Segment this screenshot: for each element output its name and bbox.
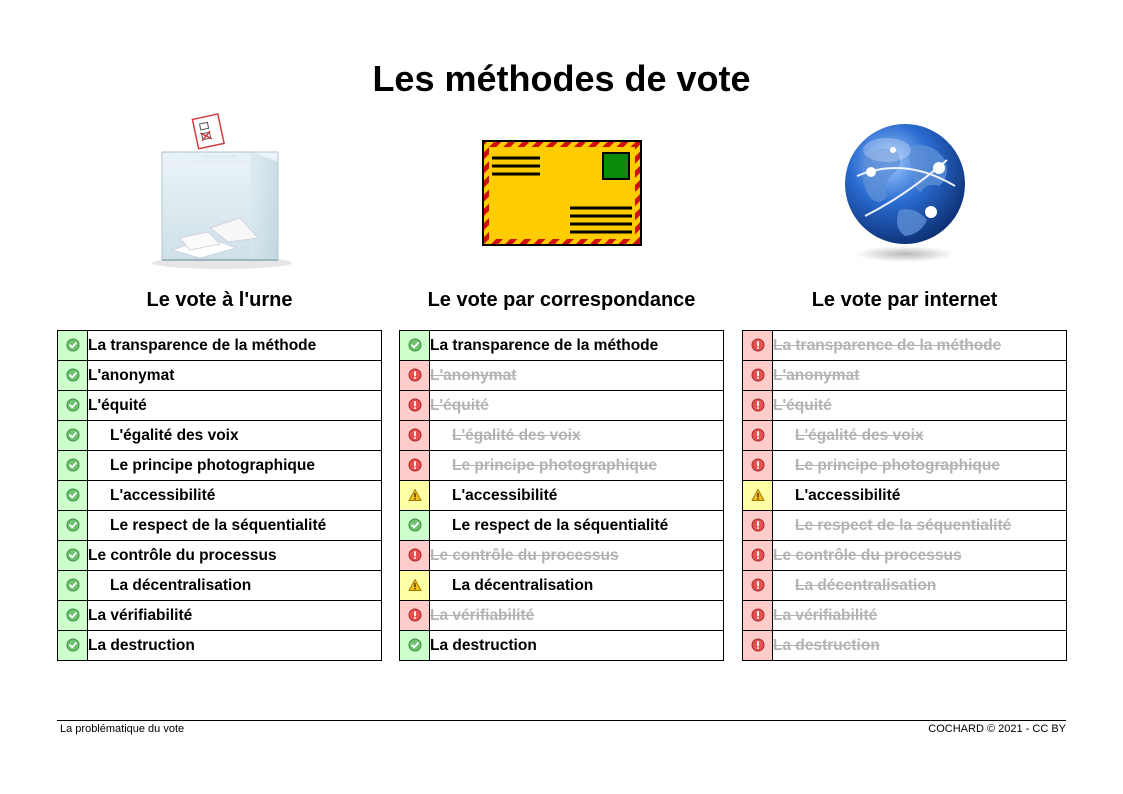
criterion-label: L'égalité des voix: [430, 421, 724, 451]
table-row: [743, 601, 1067, 631]
status-cell: [58, 571, 88, 601]
check-circle-icon: [66, 578, 80, 592]
status-cell: [743, 481, 773, 511]
table-row: [58, 571, 382, 601]
warning-triangle-icon: [408, 488, 422, 502]
status-cell: [743, 331, 773, 361]
warning-triangle-icon: [408, 578, 422, 592]
check-circle-icon: [66, 608, 80, 622]
check-circle-icon: [408, 518, 422, 532]
exclamation-circle-icon: [408, 428, 422, 442]
status-cell: [743, 571, 773, 601]
criterion-label: La vérifiabilité: [773, 601, 1067, 631]
status-cell: [400, 511, 430, 541]
status-cell: [743, 361, 773, 391]
status-cell: [400, 391, 430, 421]
table-row: [58, 331, 382, 361]
check-circle-icon: [66, 428, 80, 442]
table-row: [400, 601, 724, 631]
envelope-illustration: [399, 110, 724, 275]
ballot-box-illustration: [57, 110, 382, 275]
table-row: [58, 361, 382, 391]
criterion-label: La destruction: [773, 631, 1067, 661]
column-heading: Le vote à l'urne: [146, 289, 293, 311]
status-cell: [743, 451, 773, 481]
status-cell: [58, 481, 88, 511]
exclamation-circle-icon: [751, 608, 765, 622]
criterion-label: Le principe photographique: [773, 451, 1067, 481]
exclamation-circle-icon: [408, 458, 422, 472]
criterion-label: L'accessibilité: [430, 481, 724, 511]
criterion-label: L'accessibilité: [88, 481, 382, 511]
status-cell: [58, 601, 88, 631]
table-row: [400, 481, 724, 511]
check-circle-icon: [408, 638, 422, 652]
status-cell: [400, 331, 430, 361]
criterion-label: L'anonymat: [430, 361, 724, 391]
criteria-table: [399, 330, 724, 661]
status-cell: [743, 421, 773, 451]
globe-illustration: [742, 110, 1067, 275]
status-cell: [58, 331, 88, 361]
table-row: [743, 631, 1067, 661]
exclamation-circle-icon: [751, 548, 765, 562]
status-cell: [743, 541, 773, 571]
globe-icon: [835, 116, 975, 266]
table-row: [743, 361, 1067, 391]
status-cell: [400, 601, 430, 631]
exclamation-circle-icon: [751, 638, 765, 652]
exclamation-circle-icon: [751, 398, 765, 412]
check-circle-icon: [66, 338, 80, 352]
status-cell: [743, 511, 773, 541]
criterion-label: L'équité: [773, 391, 1067, 421]
status-cell: [58, 391, 88, 421]
criterion-label: Le contrôle du processus: [88, 541, 382, 571]
criterion-label: Le principe photographique: [430, 451, 724, 481]
check-circle-icon: [66, 518, 80, 532]
exclamation-circle-icon: [751, 458, 765, 472]
ballot-box-icon: [140, 110, 300, 270]
footer-left: La problématique du vote: [60, 723, 185, 735]
criterion-label: La transparence de la méthode: [430, 331, 724, 361]
exclamation-circle-icon: [751, 518, 765, 532]
status-cell: [400, 481, 430, 511]
check-circle-icon: [66, 548, 80, 562]
status-cell: [400, 361, 430, 391]
page-title: Les méthodes de vote: [372, 58, 751, 99]
criterion-label: L'équité: [88, 391, 382, 421]
criterion-label: L'égalité des voix: [773, 421, 1067, 451]
table-row: [400, 541, 724, 571]
table-row: [743, 541, 1067, 571]
criterion-label: Le principe photographique: [88, 451, 382, 481]
status-cell: [743, 631, 773, 661]
table-row: [400, 451, 724, 481]
criterion-label: L'anonymat: [88, 361, 382, 391]
criterion-label: La vérifiabilité: [88, 601, 382, 631]
criterion-label: La décentralisation: [773, 571, 1067, 601]
table-row: [58, 511, 382, 541]
status-cell: [58, 361, 88, 391]
criterion-label: L'accessibilité: [773, 481, 1067, 511]
check-circle-icon: [408, 338, 422, 352]
exclamation-circle-icon: [408, 398, 422, 412]
criterion-label: Le contrôle du processus: [430, 541, 724, 571]
table-row: [743, 421, 1067, 451]
table-row: [58, 601, 382, 631]
table-row: [400, 421, 724, 451]
criterion-label: L'égalité des voix: [88, 421, 382, 451]
table-row: [743, 451, 1067, 481]
status-cell: [400, 451, 430, 481]
criterion-label: La transparence de la méthode: [88, 331, 382, 361]
column-internet: [742, 110, 1067, 661]
exclamation-circle-icon: [751, 428, 765, 442]
status-cell: [58, 541, 88, 571]
check-circle-icon: [66, 368, 80, 382]
criterion-label: La destruction: [430, 631, 724, 661]
check-circle-icon: [66, 488, 80, 502]
envelope-icon: [482, 140, 642, 280]
status-cell: [400, 541, 430, 571]
exclamation-circle-icon: [408, 548, 422, 562]
exclamation-circle-icon: [408, 608, 422, 622]
status-cell: [743, 601, 773, 631]
table-row: [400, 571, 724, 601]
table-row: [743, 391, 1067, 421]
status-cell: [58, 451, 88, 481]
table-row: [58, 421, 382, 451]
criterion-label: La décentralisation: [88, 571, 382, 601]
table-row: [400, 361, 724, 391]
footer-right: COCHARD © 2021 - CC BY: [928, 723, 1066, 735]
check-circle-icon: [66, 398, 80, 412]
table-row: [400, 331, 724, 361]
criteria-table: [742, 330, 1067, 661]
criteria-table: [57, 330, 382, 661]
table-row: [400, 511, 724, 541]
criterion-label: Le respect de la séquentialité: [430, 511, 724, 541]
column-correspondance: [399, 110, 724, 661]
table-row: [743, 511, 1067, 541]
status-cell: [400, 421, 430, 451]
footer-divider: [57, 720, 1066, 721]
table-row: [743, 571, 1067, 601]
table-row: [58, 391, 382, 421]
column-heading: Le vote par correspondance: [427, 289, 696, 311]
table-row: [400, 391, 724, 421]
criterion-label: L'anonymat: [773, 361, 1067, 391]
table-row: [58, 451, 382, 481]
check-circle-icon: [66, 638, 80, 652]
warning-triangle-icon: [751, 488, 765, 502]
criterion-label: La destruction: [88, 631, 382, 661]
exclamation-circle-icon: [751, 578, 765, 592]
table-row: [58, 631, 382, 661]
exclamation-circle-icon: [408, 368, 422, 382]
status-cell: [58, 631, 88, 661]
status-cell: [58, 421, 88, 451]
column-heading: Le vote par internet: [811, 289, 998, 311]
status-cell: [400, 571, 430, 601]
table-row: [58, 541, 382, 571]
criterion-label: Le contrôle du processus: [773, 541, 1067, 571]
check-circle-icon: [66, 458, 80, 472]
table-row: [400, 631, 724, 661]
table-row: [743, 331, 1067, 361]
table-row: [58, 481, 382, 511]
status-cell: [400, 631, 430, 661]
criterion-label: La transparence de la méthode: [773, 331, 1067, 361]
criterion-label: Le respect de la séquentialité: [88, 511, 382, 541]
column-urne: [57, 110, 382, 661]
criterion-label: La vérifiabilité: [430, 601, 724, 631]
status-cell: [743, 391, 773, 421]
exclamation-circle-icon: [751, 338, 765, 352]
table-row: [743, 481, 1067, 511]
criterion-label: L'équité: [430, 391, 724, 421]
criterion-label: Le respect de la séquentialité: [773, 511, 1067, 541]
status-cell: [58, 511, 88, 541]
exclamation-circle-icon: [751, 368, 765, 382]
criterion-label: La décentralisation: [430, 571, 724, 601]
